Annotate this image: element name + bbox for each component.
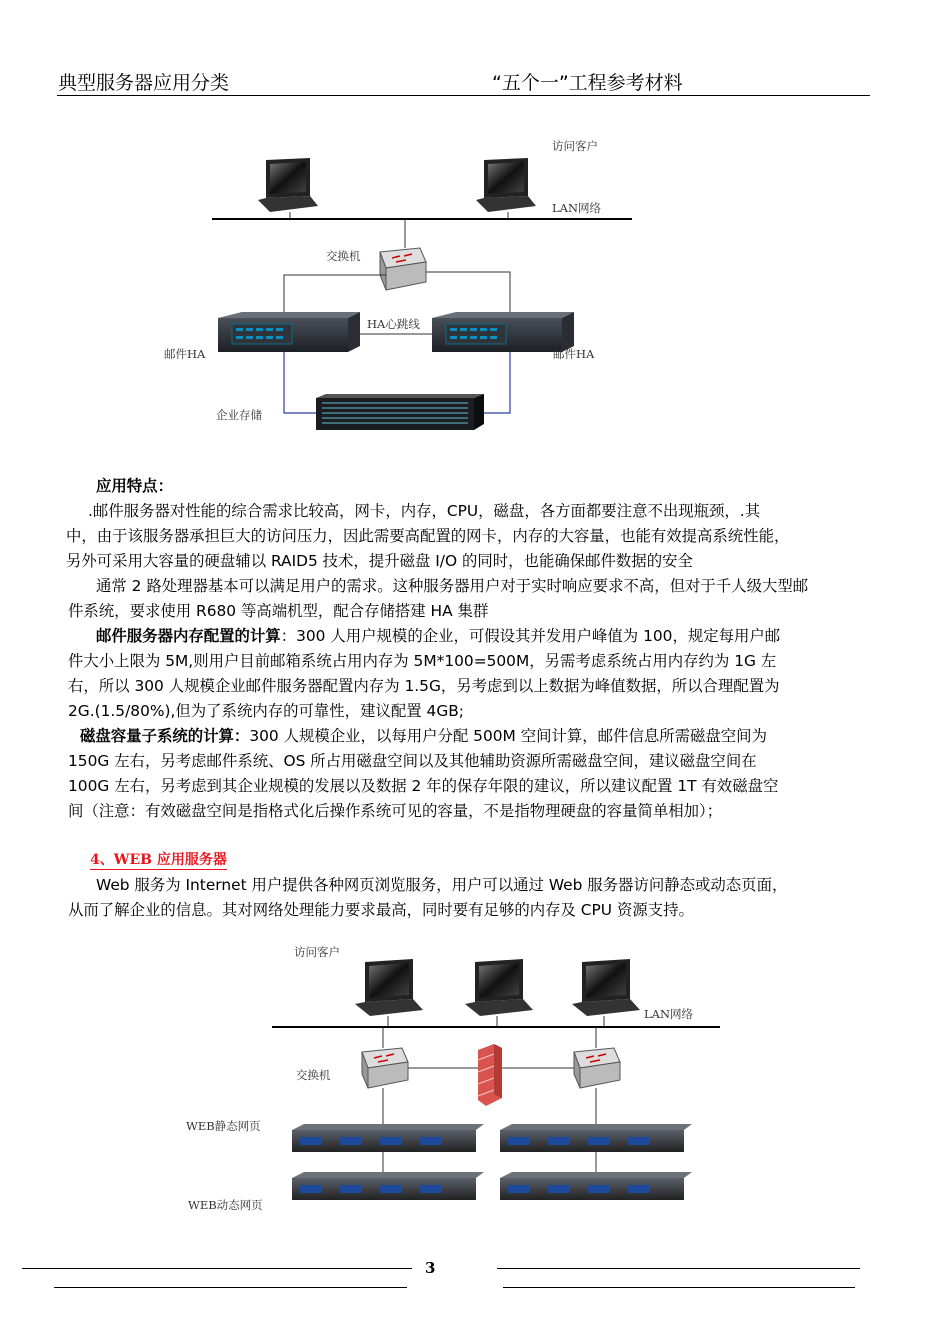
storage-label: 企业存储 [216, 408, 262, 422]
laptop-icon [465, 959, 533, 1016]
web-static-label: WEB静态网页 [186, 1119, 261, 1133]
visitors-label: 访问客户 [294, 945, 340, 959]
web-server-diagram [0, 935, 950, 1225]
switch-icon [362, 1048, 408, 1088]
features-title: 应用特点： [96, 477, 173, 495]
section-heading: 4、WEB 应用服务器 [90, 852, 227, 868]
header-left-title: 典型服务器应用分类 [58, 72, 230, 94]
switch-label: 交换机 [296, 1068, 331, 1082]
paragraph-line: 100G 左右，另考虑到其企业规模的发展以及数据 2 年的保存年限的建议，所以建议配置 1T 有效磁盘空 [68, 777, 779, 795]
laptop-icon [572, 959, 640, 1016]
paragraph-line: 通常 2 路处理器基本可以满足用户的需求。这种服务器用户对于实时响应要求不高，但对于千人级大型邮 [96, 577, 809, 595]
footer-rule [22, 1268, 412, 1269]
paragraph-line: 150G 左右，另考虑邮件系统、OS 所占用磁盘空间以及其他辅助资源所需磁盘空间，建议磁盘空间在 [68, 752, 757, 770]
paragraph-line: 右，所以 300 人规模企业邮件服务器配置内存为 1.5G，另考虑到以上数据为峰值数据，所以合理配置为 [68, 677, 780, 695]
paragraph-line: 件系统，要求使用 R680 等高端机型，配合存储搭建 HA 集群 [68, 602, 489, 620]
mail-ha-right-label: 邮件HA [553, 347, 595, 361]
laptop-icon [355, 959, 423, 1016]
paragraph-line: 另外可采用大容量的硬盘辅以 RAID5 技术，提升磁盘 I/O 的同时，也能确保邮件数据的安全 [66, 552, 693, 570]
paragraph-line: 间（注意：有效磁盘空间是指格式化后操作系统可见的容量，不是指物理硬盘的容量简单相加）； [68, 802, 723, 820]
mail-memory-title: 邮件服务器内存配置的计算 [96, 627, 281, 645]
footer-rule [54, 1287, 407, 1288]
switch-label: 交换机 [326, 249, 361, 263]
server-icon [218, 312, 360, 352]
rack-server-icon [292, 1172, 484, 1200]
laptop-icon [258, 158, 318, 212]
storage-icon [316, 394, 484, 430]
lan-label: LAN网络 [644, 1007, 694, 1021]
disk-capacity-title: 磁盘容量子系统的计算： [80, 727, 250, 745]
mail-ha-diagram [0, 130, 950, 450]
visitors-label: 访问客户 [552, 139, 598, 153]
rack-server-icon [500, 1124, 692, 1152]
features-block [68, 474, 880, 824]
heartbeat-label: HA心跳线 [367, 317, 420, 331]
paragraph-line: Web 服务为 Internet 用户提供各种网页浏览服务，用户可以通过 Web 服务器访问静态或动态页面， [96, 876, 788, 894]
switch-icon [380, 248, 426, 290]
rack-server-icon [292, 1124, 484, 1152]
footer-rule [503, 1287, 855, 1288]
rack-server-icon [500, 1172, 692, 1200]
paragraph-line: ：300 人用户规模的企业，可假设其并发用户峰值为 100，规定每用户邮 [280, 627, 781, 645]
web-intro-block [68, 873, 880, 923]
paragraph-line: 300 人规模企业，以每用户分配 500M 空间计算，邮件信息所需磁盘空间为 [249, 727, 767, 745]
page-number: 3 [425, 1259, 436, 1277]
mail-ha-left-label: 邮件HA [164, 347, 206, 361]
paragraph-line: 中，由于该服务器承担巨大的访问压力，因此需要高配置的网卡，内存的大容量，也能有效提高系统性能， [66, 527, 790, 545]
firewall-icon [478, 1044, 502, 1106]
web-dynamic-label: WEB动态网页 [188, 1198, 263, 1212]
switch-icon [574, 1048, 620, 1088]
paragraph-line: 从而了解企业的信息。其对网络处理能力要求最高，同时要有足够的内存及 CPU 资源支持。 [68, 901, 694, 919]
paragraph-line: .邮件服务器对性能的综合需求比较高，网卡，内存，CPU，磁盘，各方面都要注意不出现瓶颈，.其 [88, 502, 761, 520]
footer-rule [497, 1268, 860, 1269]
header-right-title: “五个一”工程参考材料 [492, 72, 683, 94]
lan-label: LAN网络 [552, 201, 602, 215]
server-icon [432, 312, 574, 352]
paragraph-line: 件大小上限为 5M,则用户目前邮箱系统占用内存为 5M*100=500M，另需考虑系统占用内存约为 1G 左 [68, 652, 777, 670]
paragraph-line: 2G.(1.5/80%),但为了系统内存的可靠性，建议配置 4GB; [68, 702, 464, 720]
laptop-icon [476, 158, 536, 212]
header-rule [57, 95, 870, 96]
